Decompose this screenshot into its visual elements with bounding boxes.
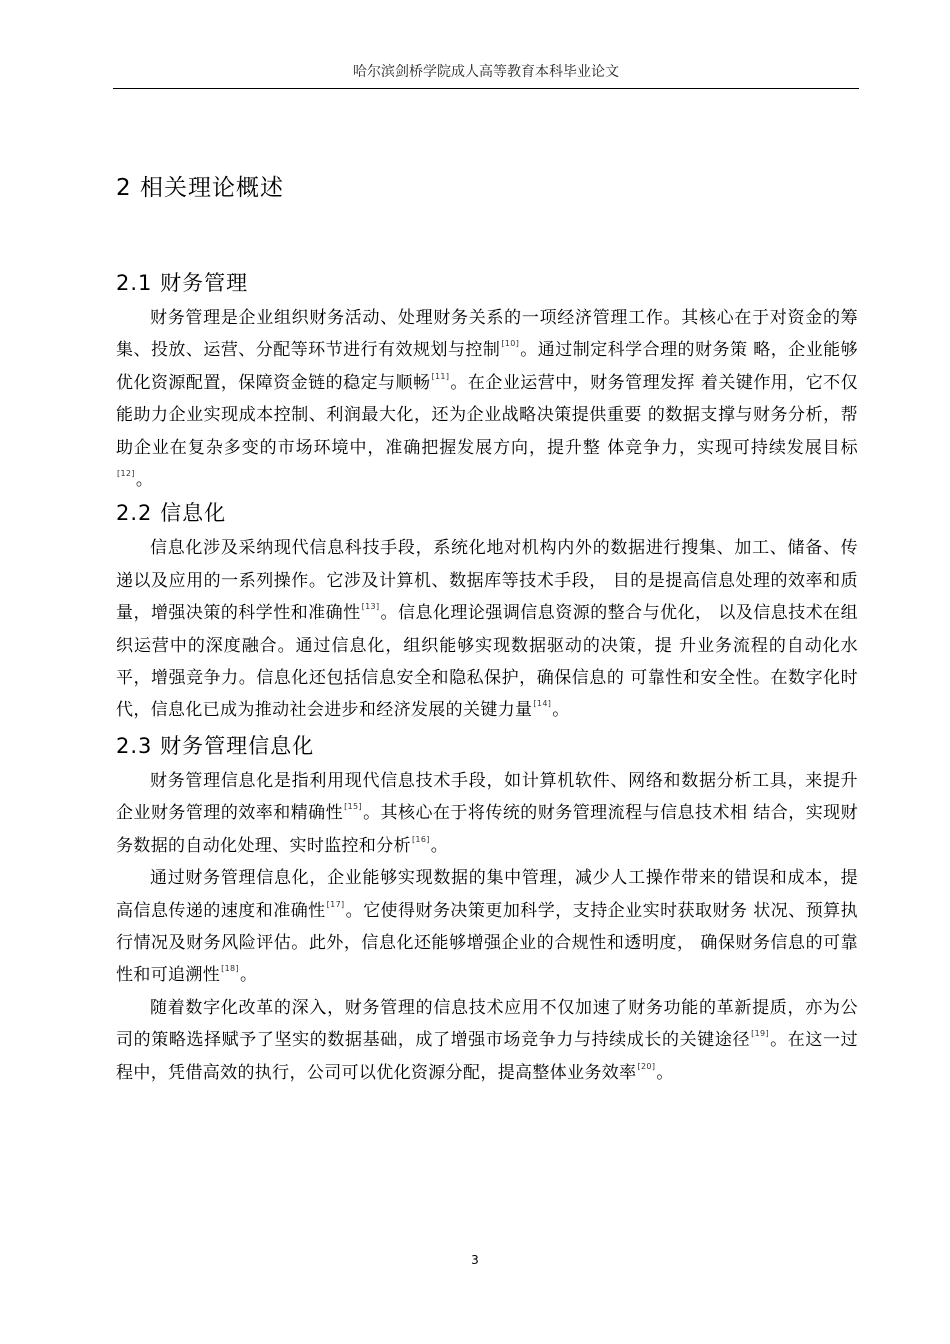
page-number: 3: [471, 1253, 479, 1267]
text-run: 随着数字化改革的深入，财务管理的信息技术应用不仅加速了财务功能的革新提质，亦为公司的策略选择赋予了坚实的数据基础，成了增强市场竞争力与持续成长的关键途径: [116, 997, 858, 1051]
citation-ref: [18]: [221, 964, 239, 974]
text-run: 。信息化理论强调信息资源的整合与优化， 以及信息技术在组织运营中的深度融合。通过信息化，组织能够实现数据驱动的决策，提 升业务流程的自动化水平，增强竞争力。信息化还包括信息安全和隐私保护，确保信息的 可靠性和安全性。在数字化时代，信息化已成为推动社会进步和经济发展的关键力量: [116, 603, 858, 721]
text-run: 通过财务管理信息化，企业能够实现数据的集中管理，减少人工操作带来的错误和成本，提高信息传递的速度和准确性: [116, 868, 858, 921]
text-run: 。: [430, 835, 449, 856]
text-run: 。: [552, 700, 570, 721]
chapter-title: 2 相关理论概述: [116, 175, 284, 201]
paragraph: [116, 765, 858, 862]
citation-ref: [13]: [361, 602, 380, 612]
text-run: 。在这一过程中，凭借高效的执行，公司可以优化资源分配，提高整体业务效率: [116, 1030, 858, 1083]
text-run: 。在企业运营中，财务管理发挥 着关键作用，它不仅能助力企业实现成本控制、利润最大化，还为企业战略决策提供重要 的数据支撑与财务分析，帮助企业在复杂多变的市场环境中，准确把握发展方向，提升整 体竞争力，实现可持续发展目标: [116, 372, 858, 458]
citation-ref: [14]: [533, 699, 552, 709]
text-run: 。: [135, 470, 154, 491]
section-title-2-3: 2.3 财务管理信息化: [116, 733, 315, 758]
citation-ref: [20]: [637, 1061, 656, 1071]
section-title-2-1: 2.1 财务管理: [116, 271, 249, 295]
citation-ref: [11]: [431, 371, 450, 381]
header-rule: [113, 88, 859, 89]
text-run: 。: [239, 965, 258, 986]
paragraph: [116, 532, 858, 726]
paragraph: [116, 992, 858, 1089]
text-run: 。其核心在于将传统的财务管理流程与信息技术相 结合，实现财务数据的自动化处理、实时监控和分析: [116, 803, 858, 856]
text-run: 信息化涉及采纳现代信息科技手段，系统化地对机构内外的数据进行搜集、加工、储备、传递以及应用的一系列操作。它涉及计算机、数据库等技术手段， 目的是提高信息处理的效率和质量，增强决策的科学性和准确性: [116, 538, 858, 624]
running-header: 哈尔滨剑桥学院成人高等教育本科毕业论文: [353, 64, 619, 80]
text-run: 。它使得财务决策更加科学，支持企业实时获取财务 状况、预算执行情况及财务风险评估。此外，信息化还能够增强企业的合规性和透明度， 确保财务信息的可靠性和可追溯性: [116, 900, 859, 986]
text-run: 财务管理是企业组织财务活动、处理财务关系的一项经济管理工作。其核心在于对资金的筹集、投放、运营、分配等环节进行有效规划与控制: [116, 308, 858, 361]
citation-ref: [10]: [501, 339, 520, 349]
paragraph: [116, 302, 858, 496]
text-run: 。: [656, 1062, 674, 1083]
citation-ref: [17]: [326, 899, 345, 909]
citation-ref: [19]: [751, 1029, 769, 1039]
section-title-2-2: 2.2 信息化: [116, 501, 227, 526]
text-run: 。通过制定科学合理的财务策 略，企业能够优化资源配置，保障资金链的稳定与顺畅: [116, 340, 859, 393]
paragraph: [116, 862, 858, 992]
citation-ref: [15]: [344, 802, 362, 812]
citation-ref: [16]: [411, 834, 430, 844]
page-body: [116, 170, 858, 1089]
text-run: 财务管理信息化是指利用现代信息技术手段，如计算机软件、网络和数据分析工具，来提升企业财务管理的效率和精确性: [116, 770, 858, 824]
citation-ref: [12]: [117, 469, 135, 479]
